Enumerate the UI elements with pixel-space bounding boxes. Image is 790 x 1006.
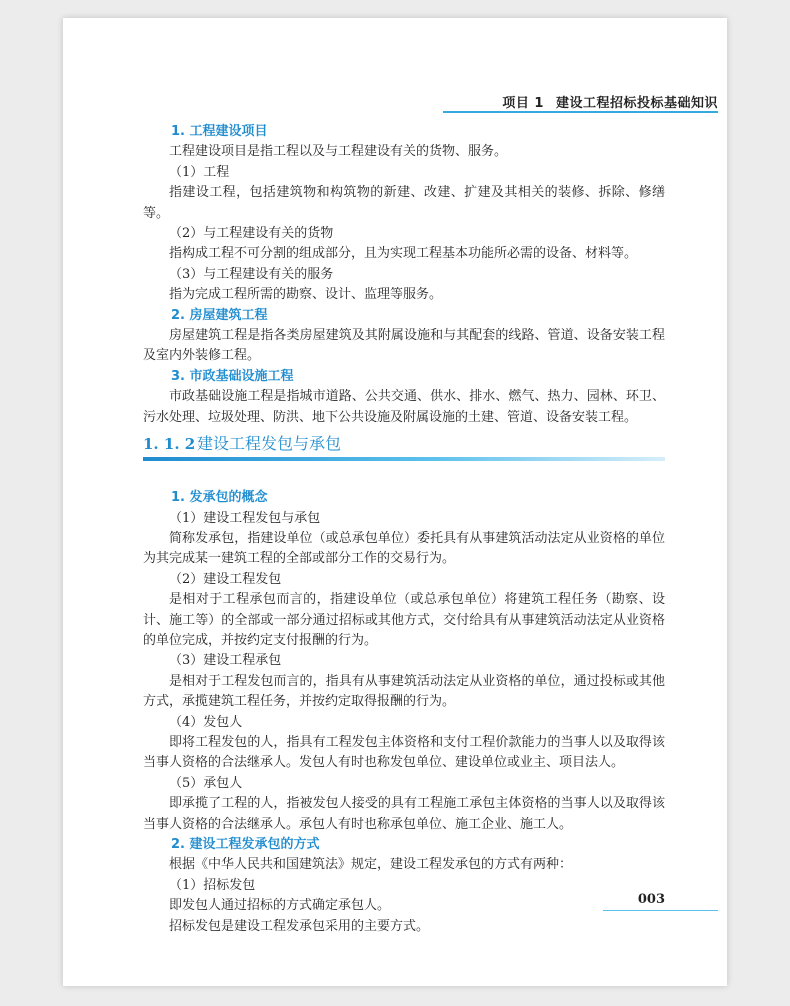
heading-methods: 2. 建设工程发承包的方式 (171, 837, 320, 852)
paragraph: 即承揽了工程的人，指被发包人接受的具有工程施工承包主体资格的当事人以及取得该当事人资格的合法继承人。承包人有时也称承包单位、施工企业、施工人。 (143, 796, 665, 832)
footer-rule (603, 910, 718, 911)
header-rule (443, 111, 718, 113)
subheading: （4）发包人 (169, 714, 243, 730)
paragraph: 指构成工程不可分割的组成部分，且为实现工程基本功能所必需的设备、材料等。 (169, 246, 638, 262)
heading-concept: 1. 发承包的概念 (171, 490, 268, 506)
section-number: 1. 1. 2 (143, 435, 196, 454)
heading-engineering-project: 1. 工程建设项目 (171, 124, 268, 139)
paragraph: 即发包人通过招标的方式确定承包人。 (169, 898, 391, 914)
header-chapter-title: 建设工程招标投标基础知识 (555, 96, 718, 111)
paragraph: 简称发承包，指建设单位（或总承包单位）委托具有从事建筑活动法定从业资格的单位为其完成某一建筑工程的全部或部分工作的交易行为。 (143, 530, 665, 567)
paragraph: 根据《中华人民共和国建筑法》规定，建设工程发承包的方式有两种： (169, 857, 573, 873)
running-header (443, 92, 718, 111)
paragraph: 招标发包是建设工程发承包采用的主要方式。 (169, 918, 430, 934)
subheading: （1）工程 (169, 164, 230, 180)
paragraph: 市政基础设施工程是指城市道路、公共交通、供水、排水、燃气、热力、园林、环卫、污水处理、垃圾处理、防洪、地下公共设施及附属设施的土建、管道、设备安装工程。 (143, 389, 665, 425)
paragraph: 指为完成工程所需的勘察、设计、监理等服务。 (169, 287, 443, 303)
page-number: 003 (637, 892, 665, 907)
paragraph: 房屋建筑工程是指各类房屋建筑及其附属设施和与其配套的线路、管道、设备安装工程及室内外装修工程。 (143, 328, 665, 364)
page-body (143, 122, 665, 937)
paragraph: 工程建设项目是指工程以及与工程建设有关的货物、服务。 (169, 144, 508, 160)
paragraph: 是相对于工程发包而言的，指具有从事建筑活动法定从业资格的单位，通过投标或其他方式，承揽建筑工程任务，并按约定取得报酬的行为。 (143, 673, 665, 710)
book-page (63, 18, 727, 986)
subheading: （3）建设工程承包 (169, 653, 282, 669)
subheading: （3）与工程建设有关的服务 (169, 266, 334, 282)
subheading: （2）建设工程发包 (169, 571, 282, 587)
paragraph: 指建设工程，包括建筑物和构筑物的新建、改建、扩建及其相关的装修、拆除、修缮等。 (143, 185, 665, 221)
paragraph: 是相对于工程承包而言的，指建设单位（或总承包单位）将建筑工程任务（勘察、设计、施工等）的全部或一部分通过招标或其他方式，交付给具有从事建筑活动法定从业资格的单位完成，并按约定支付报酬的行为。 (143, 592, 665, 648)
header-project-label: 项目 1 (502, 96, 544, 111)
section-title: 建设工程发包与承包 (197, 434, 342, 454)
section-heading (143, 432, 665, 460)
heading-municipal-infrastructure: 3. 市政基础设施工程 (171, 368, 294, 384)
subheading: （1）招标发包 (169, 877, 256, 893)
paragraph: 即将工程发包的人，指具有工程发包主体资格和支付工程价款能力的当事人以及取得该当事人资格的合法继承人。发包人有时也称发包单位、建设单位或业主、项目法人。 (143, 734, 665, 771)
section-rule (143, 457, 665, 461)
subheading: （5）承包人 (169, 775, 243, 791)
subheading: （1）建设工程发包与承包 (169, 510, 321, 526)
subheading: （2）与工程建设有关的货物 (169, 226, 334, 242)
heading-building-engineering: 2. 房屋建筑工程 (171, 307, 268, 323)
